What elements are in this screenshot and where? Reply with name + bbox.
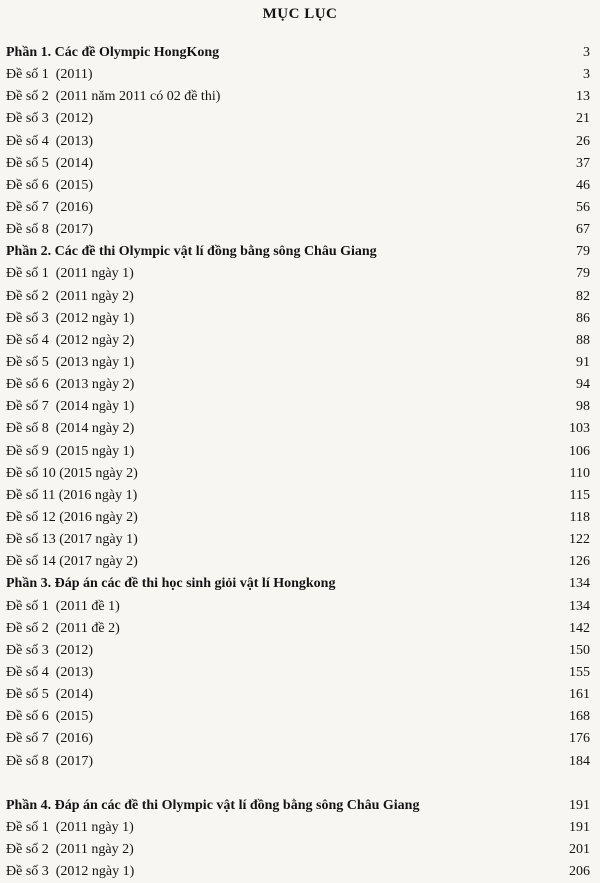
toc-entry-page-number: 118 [569, 509, 590, 525]
toc-entry-page-number: 79 [576, 266, 590, 282]
toc-entry-label: Đề số 7 (2016) [6, 731, 94, 747]
toc-entry[interactable] [6, 728, 590, 750]
toc-entry[interactable] [6, 86, 590, 108]
toc-entry-page-number: 110 [569, 465, 590, 481]
toc-entry-label: Đề số 14 (2017 ngày 2) [6, 554, 138, 570]
toc-entry[interactable] [6, 596, 590, 618]
toc-section-heading-label: Phần 2. Các đề thi Olympic vật lí đồng bằng sông Châu Giang [6, 244, 377, 260]
toc-entry-label: Đề số 4 (2013) [6, 664, 94, 680]
toc-entry-label: Đề số 5 (2014) [6, 155, 94, 171]
toc-entry-label: Đề số 2 (2011 ngày 2) [6, 288, 134, 304]
toc-entry-label: Đề số 1 (2011) [6, 67, 93, 83]
toc-entry-label: Đề số 10 (2015 ngày 2) [6, 465, 138, 481]
toc-entry-label: Đề số 6 (2015) [6, 177, 94, 193]
toc-entry-label: Đề số 8 (2014 ngày 2) [6, 421, 135, 437]
toc-entry-label: Đề số 8 (2017) [6, 753, 94, 769]
toc-entry-page-number: 86 [576, 310, 590, 326]
toc-section-heading-page-number: 3 [583, 45, 590, 60]
toc-entry-page-number: 142 [569, 620, 590, 636]
toc-entry-page-number: 161 [569, 687, 590, 703]
toc-entry[interactable] [6, 751, 590, 773]
toc-entry-page-number: 37 [576, 155, 590, 171]
toc-entry-label: Đề số 5 (2013 ngày 1) [6, 354, 135, 370]
toc-entry[interactable] [6, 441, 590, 463]
toc-entry[interactable] [6, 618, 590, 640]
toc-section-heading-label: Phần 1. Các đề Olympic HongKong [6, 45, 220, 60]
toc-entry-page-number: 98 [576, 399, 590, 415]
toc-entry-label: Đề số 3 (2012) [6, 111, 94, 127]
toc-entry-page-number: 88 [576, 332, 590, 348]
toc-entry-label: Đề số 1 (2011 đề 1) [6, 598, 120, 614]
toc-entry[interactable] [6, 662, 590, 684]
toc-entry-label: Đề số 6 (2013 ngày 2) [6, 377, 135, 393]
toc-entry-page-number: 106 [569, 443, 590, 459]
toc-entry[interactable] [6, 463, 590, 485]
toc-entry[interactable] [6, 263, 590, 285]
toc-entry-page-number: 206 [569, 864, 590, 880]
toc-entry[interactable] [6, 839, 590, 861]
toc-entry-page-number: 46 [576, 177, 590, 193]
toc-entry-page-number: 21 [576, 111, 590, 127]
toc-entry-label: Đề số 7 (2016) [6, 199, 94, 215]
toc-entry-label: Đề số 4 (2013) [6, 133, 94, 149]
toc-section-heading-page-number: 134 [569, 576, 590, 592]
toc-section-heading[interactable] [6, 241, 590, 263]
toc-entry-label: Đề số 8 (2017) [6, 222, 94, 238]
toc-entry[interactable] [6, 330, 590, 352]
toc-entry-page-number: 150 [569, 642, 590, 658]
toc-entry-page-number: 134 [569, 598, 590, 614]
toc-entry[interactable] [6, 817, 590, 839]
toc-entry-page-number: 201 [569, 841, 590, 857]
toc-section-heading-label: Phần 4. Đáp án các đề thi Olympic vật lí đồng bằng sông Châu Giang [6, 797, 420, 813]
toc-entry[interactable] [6, 108, 590, 130]
toc-entry-label: Đề số 3 (2012 ngày 1) [6, 310, 135, 326]
toc-entry-label: Đề số 5 (2014) [6, 687, 94, 703]
toc-entry-page-number: 191 [569, 819, 590, 835]
toc-section-heading[interactable] [6, 42, 590, 64]
toc-entry-page-number: 103 [569, 421, 590, 437]
toc-entry-page-number: 82 [576, 288, 590, 304]
toc-entry-page-number: 26 [576, 133, 590, 149]
toc-entry[interactable] [6, 861, 590, 883]
toc-entry-page-number: 168 [569, 709, 590, 725]
toc-entry-label: Đề số 9 (2015 ngày 1) [6, 443, 135, 459]
toc-section-heading-page-number: 191 [569, 797, 590, 813]
toc-entry[interactable] [6, 418, 590, 440]
toc-entry[interactable] [6, 684, 590, 706]
toc-entry-label: Đề số 11 (2016 ngày 1) [6, 487, 138, 503]
toc-entry-label: Đề số 12 (2016 ngày 2) [6, 509, 138, 525]
toc-entry[interactable] [6, 485, 590, 507]
table-of-contents [6, 42, 590, 883]
toc-entry[interactable] [6, 219, 590, 241]
toc-entry[interactable] [6, 197, 590, 219]
toc-entry[interactable] [6, 286, 590, 308]
page-title: MỤC LỤC [262, 6, 338, 22]
toc-entry-page-number: 67 [576, 222, 590, 238]
toc-entry-label: Đề số 1 (2011 ngày 1) [6, 819, 134, 835]
toc-entry[interactable] [6, 640, 590, 662]
toc-entry[interactable] [6, 396, 590, 418]
toc-section-heading-page-number: 79 [576, 244, 590, 260]
toc-entry-page-number: 3 [583, 67, 590, 83]
toc-entry-label: Đề số 1 (2011 ngày 1) [6, 266, 134, 282]
toc-entry-page-number: 91 [576, 354, 590, 370]
toc-entry[interactable] [6, 374, 590, 396]
toc-entry[interactable] [6, 507, 590, 529]
toc-entry-page-number: 126 [569, 554, 590, 570]
toc-entry-label: Đề số 2 (2011 ngày 2) [6, 841, 134, 857]
toc-entry-label: Đề số 7 (2014 ngày 1) [6, 399, 135, 415]
toc-entry[interactable] [6, 352, 590, 374]
toc-entry-label: Đề số 2 (2011 năm 2011 có 02 đề thi) [6, 89, 221, 105]
toc-entry-label: Đề số 2 (2011 đề 2) [6, 620, 120, 636]
toc-entry[interactable] [6, 529, 590, 551]
toc-entry-label: Đề số 3 (2012) [6, 642, 94, 658]
toc-entry[interactable] [6, 131, 590, 153]
toc-entry-label: Đề số 13 (2017 ngày 1) [6, 532, 138, 548]
toc-entry-label: Đề số 3 (2012 ngày 1) [6, 864, 135, 880]
toc-entry-page-number: 56 [576, 199, 590, 215]
toc-entry-label: Đề số 4 (2012 ngày 2) [6, 332, 135, 348]
toc-entry-page-number: 122 [569, 532, 590, 548]
toc-entry-label: Đề số 6 (2015) [6, 709, 94, 725]
toc-entry-page-number: 13 [576, 89, 590, 105]
toc-entry[interactable] [6, 153, 590, 175]
section-gap [6, 773, 590, 795]
toc-entry-page-number: 176 [569, 731, 590, 747]
toc-section-heading-label: Phần 3. Đáp án các đề thi học sinh giỏi vật lí Hongkong [6, 576, 336, 592]
toc-entry[interactable] [6, 64, 590, 86]
toc-entry[interactable] [6, 551, 590, 573]
toc-section-heading[interactable] [6, 573, 590, 595]
toc-entry-page-number: 94 [576, 377, 590, 393]
toc-entry[interactable] [6, 308, 590, 330]
toc-entry-page-number: 155 [569, 664, 590, 680]
toc-section-heading[interactable] [6, 795, 590, 817]
toc-entry[interactable] [6, 175, 590, 197]
toc-entry[interactable] [6, 706, 590, 728]
toc-entry-page-number: 115 [569, 487, 590, 503]
toc-entry-page-number: 184 [569, 753, 590, 769]
